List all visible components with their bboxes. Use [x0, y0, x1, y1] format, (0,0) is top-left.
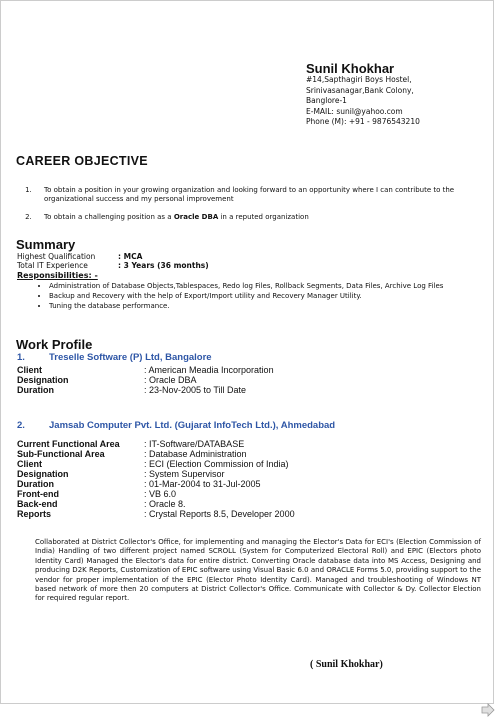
detail-row: Designation : Oracle DBA — [17, 375, 197, 385]
detail-row: Client : ECI (Election Commission of India) — [17, 459, 289, 469]
career-objective-heading: CAREER OBJECTIVE — [16, 154, 148, 168]
objective-item: 2. To obtain a challenging position as a Oracle DBA in a reputed organization — [34, 213, 494, 222]
summary-row: Highest Qualification : MCA — [17, 252, 143, 261]
work-profile-heading: Work Profile — [16, 337, 93, 352]
signature: ( Sunil Khokhar) — [310, 659, 383, 670]
company-heading: 2. Jamsab Computer Pvt. Ltd. (Gujarat InfoTech Ltd.), Ahmedabad — [17, 420, 336, 431]
responsibility-item: • Backup and Recovery with the help of Export/Import utility and Recovery Manager Utility. — [49, 292, 479, 301]
summary-table — [17, 252, 317, 270]
next-page-arrow-icon[interactable] — [481, 703, 495, 717]
phone-line: Phone (M): +91 - 9876543210 — [306, 117, 420, 126]
detail-row: Client : American Meadia Incorporation — [17, 365, 274, 375]
objective-item: 1. To obtain a position in your growing organization and looking forward to an opportunity where I can contribute to the organizational success and my personal improvement — [34, 186, 494, 204]
responsibility-item: • Tuning the database performance. — [49, 302, 479, 311]
responsibility-item: • Administration of Database Objects,Tablespaces, Redo log Files, Rollback Segments, Data Files, Archive Log Files — [49, 282, 479, 291]
detail-row: Sub-Functional Area : Database Administration — [17, 449, 247, 459]
contact-address — [306, 75, 420, 128]
company-details-table — [17, 365, 417, 395]
job-description: Collaborated at District Collector's Office, for implementing and managing the Elector's Data for ECI's (Election Commission of India) Handling of two different project named SCROLL (System for Computerized Electoral Roll) and EPIC (Electors photo Identity Card) Managed the Elector's data for entire district. Converting Oracle database data into MS Access, Designing and producing D2K Reports, Customization of EPIC software using Visual Basic 6.0 and ORACLE Forms 5.0, providing support to the vendor for proper implementation of the EPIC (Elector Photo Identity Card). Managed and troubleshooting of Windows NT based network of more then 20 computers at District Collector's Office. Communicate with Collector & Dy. Collector Election for required regular report. — [35, 538, 481, 603]
detail-row: Designation : System Supervisor — [17, 469, 225, 479]
detail-row: Current Functional Area : IT-Software/DATABASE — [17, 439, 245, 449]
company-details-table — [17, 439, 417, 519]
candidate-name: Sunil Khokhar — [306, 61, 395, 76]
responsibilities-label: Responsibilities: - — [17, 271, 98, 280]
career-objective-list — [17, 186, 494, 231]
detail-row: Front-end : VB 6.0 — [17, 489, 177, 499]
detail-row: Duration : 23-Nov-2005 to Till Date — [17, 385, 247, 395]
detail-row: Duration : 01-Mar-2004 to 31-Jul-2005 — [17, 479, 261, 489]
summary-heading: Summary — [16, 237, 76, 252]
address-line: #14,Sapthagiri Boys Hostel, — [306, 75, 412, 84]
company-heading: 1. Treselle Software (P) Ltd, Bangalore — [17, 352, 212, 363]
summary-row: Total IT Experience : 3 Years (36 months) — [17, 261, 209, 270]
detail-row: Reports : Crystal Reports 8.5, Developer 2000 — [17, 509, 295, 519]
email-line: E-MAIL: sunil@yahoo.com — [306, 106, 403, 116]
address-line: Srinivasanagar,Bank Colony, — [306, 85, 414, 95]
detail-row: Back-end : Oracle 8. — [17, 499, 186, 509]
address-line: Banglore-1 — [306, 96, 347, 105]
responsibilities-list — [17, 282, 479, 312]
